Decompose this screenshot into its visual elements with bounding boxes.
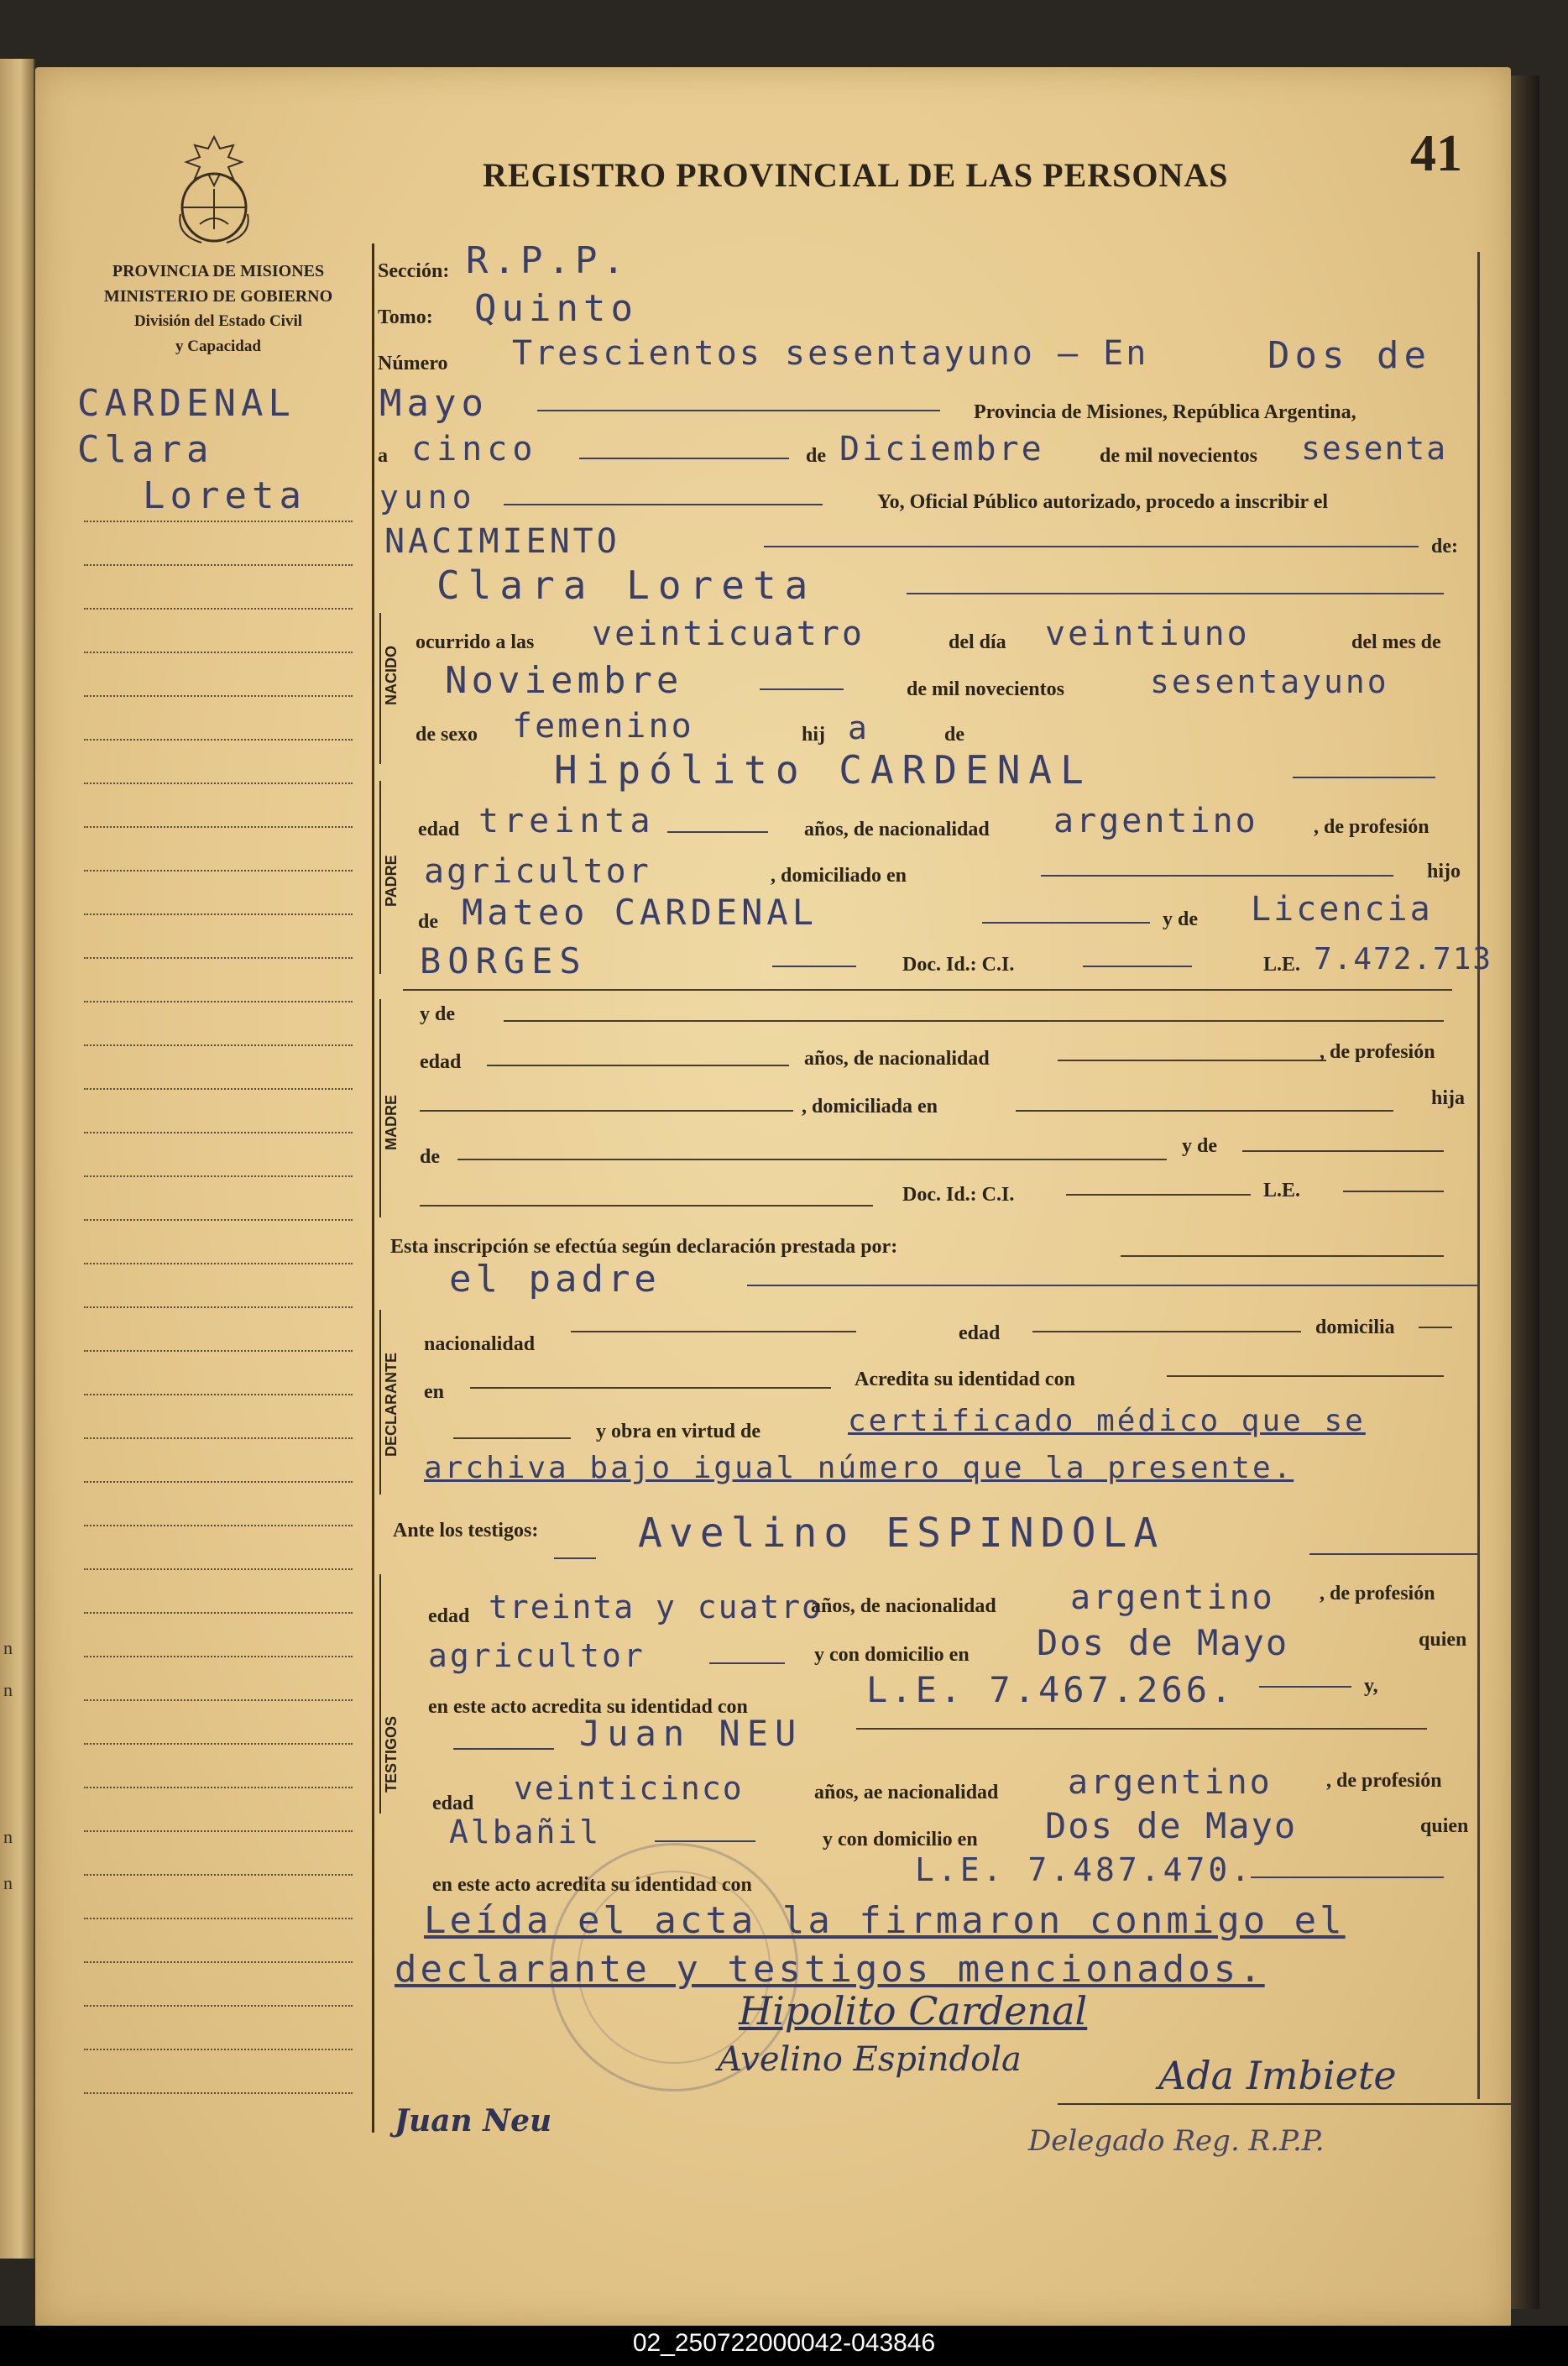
fill-line <box>504 1020 1444 1022</box>
margin-ruled-line <box>84 608 353 610</box>
de-colon-label: de: <box>1431 536 1458 557</box>
testigos-section-label: TESTIGOS <box>383 1715 400 1793</box>
del-mes-label: del mes de <box>1351 631 1441 653</box>
margin-ruled-line <box>84 1743 353 1745</box>
fill-line <box>579 458 789 459</box>
fill-line <box>470 1387 831 1389</box>
tomo-label: Tomo: <box>378 306 433 328</box>
w1-profesion-value: agricultor <box>428 1637 645 1674</box>
margin-ruled-line <box>84 1525 353 1526</box>
margin-ruled-line <box>84 1306 353 1308</box>
declarante-en-label: en <box>424 1381 444 1403</box>
w2-acredita-label: en este acto acredita su identidad con <box>432 1874 752 1896</box>
declarante-section-bar <box>379 1310 381 1494</box>
padre-nacionalidad-value: argentino <box>1053 802 1258 840</box>
nacido-section-bar <box>379 613 381 764</box>
fill-line <box>457 1159 1167 1160</box>
padre-section-bar <box>379 781 381 974</box>
prev-page-fragment: n <box>3 1637 13 1658</box>
margin-surname: CARDENAL <box>77 382 295 425</box>
fill-line <box>709 1662 785 1664</box>
image-code-caption: 02_250722000042-043846 <box>632 2329 936 2357</box>
margin-ruled-line <box>84 1088 353 1090</box>
fill-line <box>554 1557 596 1559</box>
closing-line-1: Leída el acta la firmaron conmigo el <box>424 1899 1346 1942</box>
margin-ruled-line <box>84 1481 353 1483</box>
margin-ruled-line <box>84 2049 353 2050</box>
birth-month-value: Noviembre <box>445 659 683 702</box>
declarante-edad-label: edad <box>959 1322 1001 1344</box>
declarante-section-label: DECLARANTE <box>383 1353 400 1457</box>
margin-ruled-line <box>84 1918 353 1919</box>
w2-quien-label: quien <box>1420 1815 1469 1837</box>
obra-value-1: certificado médico que se <box>848 1404 1366 1438</box>
officer-text: Yo, Oficial Público autorizado, procedo a inscribir el <box>877 491 1329 513</box>
margin-ruled-line <box>84 521 353 522</box>
w1-domicilio-value: Dos de Mayo <box>1037 1622 1289 1663</box>
margin-ruled-line <box>84 1437 353 1439</box>
margin-divider <box>372 243 374 2133</box>
margin-ruled-line <box>84 1656 353 1657</box>
declarante-intro-text: Esta inscripción se efectúa según declaración prestada por: <box>390 1236 898 1258</box>
fill-line <box>1309 1553 1477 1555</box>
padre-le-label: L.E. <box>1263 954 1301 976</box>
witness2-name-value: Juan NEU <box>579 1713 803 1754</box>
de-label: de <box>806 445 826 467</box>
w1-edad-label: edad <box>428 1605 470 1627</box>
seccion-label: Sección: <box>378 260 450 282</box>
fill-line <box>764 546 1419 547</box>
w1-quien-label: quien <box>1419 1629 1467 1651</box>
form-right-border <box>1477 252 1480 2099</box>
fill-line <box>772 966 856 967</box>
padre-edad-label: edad <box>418 819 460 840</box>
madre-profesion-label: , de profesión <box>1320 1041 1435 1063</box>
margin-ruled-line <box>84 695 353 697</box>
margin-ruled-line <box>84 1830 353 1832</box>
padre-de-label: de <box>418 911 438 933</box>
margin-ruled-line <box>84 1787 353 1788</box>
testigos-section-bar <box>379 1574 381 1814</box>
w1-nacionalidad-text: años, de nacionalidad <box>811 1595 996 1617</box>
place-value-2: Mayo <box>379 382 489 425</box>
w2-profesion-label: , de profesión <box>1326 1770 1442 1792</box>
margin-ruled-line <box>84 1175 353 1177</box>
margin-ruled-line <box>84 1350 353 1352</box>
declarante-value: el padre <box>449 1258 661 1301</box>
fill-line <box>982 922 1150 924</box>
margin-ruled-line <box>84 1612 353 1614</box>
margin-ruled-line <box>84 652 353 653</box>
year-value-a: sesenta <box>1301 430 1448 467</box>
fill-line <box>487 1065 789 1066</box>
w1-acredita-label: en este acto acredita su identidad con <box>428 1696 748 1718</box>
madre-domiciliada-label: , domiciliada en <box>802 1096 938 1118</box>
mother-of-father-value-2: BORGES <box>420 940 588 981</box>
fill-line <box>1343 1191 1444 1192</box>
w2-edad-label: edad <box>432 1793 474 1814</box>
margin-ruled-line <box>84 1961 353 1963</box>
father-of-father-value: Mateo CARDENAL <box>462 892 818 933</box>
margin-ruled-line <box>84 913 353 915</box>
fill-line <box>504 504 823 505</box>
declarante-nacionalidad-label: nacionalidad <box>424 1333 536 1355</box>
fill-line <box>420 1205 873 1207</box>
margin-ruled-line <box>84 1568 353 1570</box>
fill-line <box>760 688 844 690</box>
closing-line-2: declarante y testigos mencionados. <box>395 1948 1265 1991</box>
w2-nacionalidad-value: argentino <box>1068 1763 1273 1802</box>
w1-y-label: y, <box>1364 1675 1378 1697</box>
padre-profesion-value: agricultor <box>424 852 651 891</box>
fill-line <box>1259 1686 1351 1688</box>
padre-le-value: 7.472.713 <box>1314 942 1493 976</box>
signature-officer: Ada Imbiete <box>1158 2053 1397 2098</box>
section-divider <box>403 989 1452 991</box>
tomo-value: Quinto <box>474 287 638 330</box>
margin-ruled-line <box>84 826 353 828</box>
margin-ruled-line <box>84 1219 353 1221</box>
fill-line <box>747 1285 1477 1286</box>
hij-value: a <box>848 709 872 746</box>
w2-profesion-value: Albañil <box>449 1814 602 1850</box>
madre-section-label: MADRE <box>383 1095 400 1150</box>
place-value-1: Dos de <box>1267 334 1431 377</box>
madre-le-label: L.E. <box>1263 1180 1301 1201</box>
margin-given-name-2: Loreta <box>143 474 306 517</box>
w2-edad-value: veinticinco <box>514 1770 744 1807</box>
province-name: PROVINCIA DE MISIONES <box>112 262 325 280</box>
prev-page-fragment: n <box>3 1679 13 1700</box>
book-binding-edge <box>1511 76 1539 2309</box>
w2-domicilio-value: Dos de Mayo <box>1045 1805 1298 1846</box>
prev-page-fragment: n <box>3 1826 13 1847</box>
officer-title-stamp: Delegado Reg. R.P.P. <box>1028 2124 1325 2158</box>
w1-domicilio-label: y con domicilio en <box>814 1644 970 1666</box>
witness1-name-value: Avelino ESPINDOLA <box>638 1510 1165 1557</box>
father-name-value: Hipólito CARDENAL <box>554 747 1092 793</box>
margin-ruled-line <box>84 2005 353 2007</box>
fill-line <box>1083 966 1192 967</box>
ocurrido-label: ocurrido a las <box>416 631 535 653</box>
declarante-domicilia-label: domicilia <box>1315 1316 1395 1338</box>
declarante-obra-label: y obra en virtud de <box>596 1421 761 1442</box>
hour-value: veinticuatro <box>592 615 865 653</box>
fill-line <box>1293 777 1435 778</box>
signature-witness-1: Avelino Espindola <box>718 2040 1022 2079</box>
padre-domiciliado-label: , domiciliado en <box>771 865 907 887</box>
madre-doc-label: Doc. Id.: C.I. <box>902 1184 1015 1206</box>
del-dia-label: del día <box>949 631 1006 653</box>
fill-line <box>1251 1877 1444 1878</box>
fill-line <box>1167 1375 1444 1377</box>
numero-label: Número <box>378 353 448 374</box>
w1-edad-value: treinta y cuatro <box>489 1589 823 1625</box>
margin-ruled-line <box>84 1001 353 1002</box>
w2-doc-value: L.E. 7.487.470. <box>915 1851 1254 1888</box>
numero-value: Trescientos sesentayuno – En <box>512 334 1149 373</box>
day-value: cinco <box>411 430 538 468</box>
padre-section-label: PADRE <box>383 855 400 907</box>
fill-line <box>1016 1110 1393 1112</box>
madre-de-label: de <box>420 1146 440 1168</box>
month-value: Diciembre <box>839 430 1044 468</box>
signature-witness-2: Juan Neu <box>395 2103 552 2138</box>
margin-given-name-1: Clara <box>77 428 214 471</box>
signature-line <box>1058 2103 1511 2105</box>
obra-value-2: archiva bajo igual número que la presente. <box>424 1451 1294 1485</box>
margin-ruled-line <box>84 1044 353 1046</box>
fill-line <box>655 1840 755 1842</box>
madre-edad-label: edad <box>420 1051 462 1073</box>
a-label: a <box>378 445 388 467</box>
issuing-authority-block <box>80 259 357 359</box>
margin-ruled-line <box>84 1874 353 1876</box>
page-number: 41 <box>1410 125 1462 182</box>
padre-nacionalidad-text: años, de nacionalidad <box>804 819 990 840</box>
nacido-de-label: de <box>944 724 964 746</box>
seccion-value: R.P.P. <box>466 239 630 282</box>
w2-domicilio-label: y con domicilio en <box>823 1829 978 1850</box>
previous-page-edge <box>0 59 35 2259</box>
margin-ruled-line <box>84 2092 353 2094</box>
fill-line <box>453 1748 554 1750</box>
fill-line <box>667 831 768 833</box>
fill-line <box>1419 1327 1452 1328</box>
nacido-section-label: NACIDO <box>383 646 400 705</box>
madre-nacionalidad-text: años, de nacionalidad <box>804 1048 990 1070</box>
fill-line <box>1242 1150 1444 1152</box>
madre-hija-label: hija <box>1431 1087 1466 1109</box>
margin-ruled-line <box>84 739 353 741</box>
prev-page-fragment: n <box>3 1872 13 1893</box>
child-name-value: Clara Loreta <box>436 563 817 608</box>
padre-doc-label: Doc. Id.: C.I. <box>902 954 1015 976</box>
w1-doc-value: L.E. 7.467.266. <box>866 1669 1236 1710</box>
margin-ruled-line <box>84 870 353 872</box>
margin-ruled-line <box>84 1263 353 1264</box>
coat-of-arms-emblem <box>168 130 260 248</box>
signature-declarante: Hipolito Cardenal <box>739 1988 1088 2034</box>
hij-label: hij <box>802 724 826 746</box>
padre-profesion-label: , de profesión <box>1314 816 1429 838</box>
provincia-text: Provincia de Misiones, República Argentina, <box>974 401 1356 423</box>
fill-line <box>1032 1331 1301 1332</box>
fill-line <box>1121 1255 1444 1257</box>
madre-y-de-label: y de <box>420 1003 455 1025</box>
sexo-value: femenino <box>512 707 694 746</box>
fill-line <box>571 1331 856 1332</box>
birth-day-value: veintiuno <box>1045 615 1250 653</box>
madre-y-de2-label: y de <box>1182 1135 1217 1157</box>
testigos-intro-text: Ante los testigos: <box>393 1520 539 1542</box>
w1-nacionalidad-value: argentino <box>1070 1578 1275 1617</box>
padre-y-de-label: y de <box>1163 908 1198 930</box>
fill-line <box>856 1728 1427 1730</box>
sexo-label: de sexo <box>416 724 478 746</box>
fill-line <box>1066 1194 1251 1196</box>
padre-edad-value: treinta <box>478 802 656 840</box>
margin-ruled-line <box>84 1394 353 1395</box>
fill-line <box>1058 1060 1326 1061</box>
nacido-year-text: de mil novecientos <box>907 678 1064 700</box>
padre-hijo-label: hijo <box>1427 861 1461 882</box>
margin-ruled-line <box>84 783 353 784</box>
year-text: de mil novecientos <box>1100 445 1257 467</box>
w1-profesion-label: , de profesión <box>1320 1583 1435 1604</box>
fill-line <box>537 410 940 411</box>
margin-ruled-line <box>84 1699 353 1701</box>
division-name: División del Estado Civil <box>133 312 303 330</box>
margin-ruled-line <box>84 564 353 566</box>
fill-line <box>1041 875 1393 877</box>
margin-ruled-line <box>84 1132 353 1133</box>
declarante-acredita-label: Acredita su identidad con <box>855 1369 1075 1390</box>
nacido-year-value: sesentayuno <box>1150 663 1389 700</box>
act-type-value: NACIMIENTO <box>384 522 620 561</box>
mother-of-father-value-1: Licencia <box>1251 890 1433 929</box>
ministry-name: MINISTERIO DE GOBIERNO <box>103 287 333 306</box>
margin-ruled-line <box>84 957 353 959</box>
madre-section-bar <box>379 999 381 1217</box>
fill-line <box>907 593 1444 594</box>
fill-line <box>420 1110 793 1112</box>
division-subname: y Capacidad <box>175 338 261 355</box>
year-value-b: yuno <box>379 479 477 516</box>
document-title: REGISTRO PROVINCIAL DE LAS PERSONAS <box>483 156 1229 194</box>
w2-nacionalidad-text: años, ae nacionalidad <box>814 1782 999 1803</box>
fill-line <box>453 1437 571 1439</box>
